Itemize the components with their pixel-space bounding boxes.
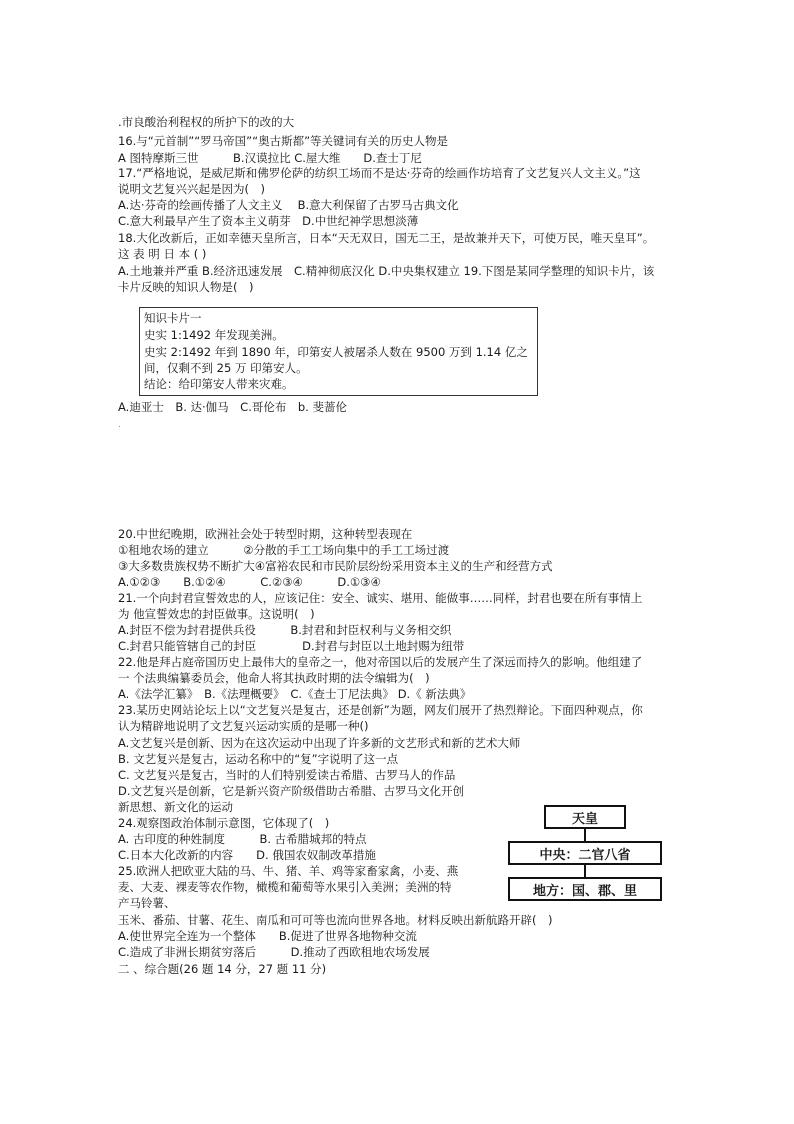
question-17-options-ab: A.达·芬奇的绘画传播了人文主义 B.意大利保留了古罗马古典文化 bbox=[118, 198, 459, 212]
question-24-options-cd: C.日本大化改新的内容 D. 俄国农奴制改革措施 bbox=[118, 848, 376, 862]
question-16: 16.与“元首制”“罗马帝国”“奥古斯都”等关键词有关的历史人物是 bbox=[118, 134, 449, 148]
question-25-options-cd: C.造成了非洲长期贫穷落后 D.推动了西欧租地农场发展 bbox=[118, 945, 430, 959]
question-22-cont: 一 个法典编纂委员会，他命人将其执政时期的法令编辑为( ) bbox=[118, 671, 430, 685]
question-19-options: A.迪亚士 B. 达·伽马 C.哥伦布 b. 斐蔷伦 bbox=[118, 400, 347, 414]
question-17: 17.“严格地说，是威尼斯和佛罗伦萨的纺织工场而不是达·芬奇的绘画作坊培育了文艺复兴人文主义。”这 bbox=[118, 166, 641, 180]
diagram-box-local: 地方：国、郡、里 bbox=[508, 877, 662, 901]
question-24-options-ab: A. 古印度的种姓制度 B. 古希腊城邦的特点 bbox=[118, 832, 367, 846]
question-24: 24.观察图政治体制示意图，它体现了( ) bbox=[118, 816, 330, 830]
question-25: 25.欧洲人把欧亚大陆的马、牛、猪、羊、鸡等家畜家禽，小麦、燕 bbox=[118, 864, 459, 878]
question-23: 23.某历史网站论坛上以“文艺复兴是复古，还是创新”为题，网友们展开了热烈辩论。下面四种观点，你 bbox=[118, 703, 643, 717]
card-title: 知识卡片一 bbox=[144, 311, 202, 325]
question-20-items-12: ①租地农场的建立 ②分散的手工工场向集中的手工工场过渡 bbox=[118, 543, 450, 557]
question-23-option-d: D.文艺复兴是创新，它是新兴资产阶级借助古希腊、古罗马文化开创 bbox=[118, 784, 465, 798]
question-20-items-34: ③大多数贵族权势不断扩大④富裕农民和市民阶层纷纷采用资本主义的生产和经营方式 bbox=[118, 559, 553, 573]
text-line: .市良酸治利程权的所护下的改的大 bbox=[118, 115, 295, 129]
question-22-options: A.《法学汇纂》 B.《法理概要》 C.《查士丁尼法典》 D.《 新法典》 bbox=[118, 687, 472, 701]
question-16-options: A 图特摩斯三世 B.汉谟拉比 C.屋大维 D.查士丁尼 bbox=[118, 151, 422, 165]
question-17-cont: 说明文艺复兴兴起是因为( ) bbox=[118, 182, 265, 196]
question-23-cont: 认为精辟地说明了文艺复兴运动实质的是哪一种() bbox=[118, 719, 369, 733]
question-25-cont-1: 麦、大麦、裸麦等农作物，橄榄和葡萄等水果引入美洲；美洲的特 bbox=[118, 880, 452, 894]
question-21-cont: 为 他宣誓效忠的封臣做事。这说明( ) bbox=[118, 607, 315, 621]
question-23-option-c: C. 文艺复兴是复古，当时的人们特别爱读古希腊、古罗马人的作品 bbox=[118, 768, 456, 782]
diagram-box-central: 中央：二官八省 bbox=[508, 841, 662, 865]
question-23-option-d-cont: 新思想、新文化的运动 bbox=[118, 800, 233, 814]
question-19-cont: 卡片反映的知识人物是( ) bbox=[118, 280, 254, 294]
question-25-cont-3: 玉米、番茄、甘薯、花生、南瓜和可可等也流向世界各地。材料反映出新航路开辟( ) bbox=[118, 913, 553, 927]
question-18-options: A.土地兼并严重 B.经济迅速发展 C.精神彻底汉化 D.中央集权建立 19.下图是某同学整理的知识卡片，该 bbox=[118, 264, 655, 278]
question-20-options: A.①②③ B.①②④ C.②③④ D.①③④ bbox=[118, 575, 381, 589]
question-17-options-cd: C.意大利最早产生了资本主义萌芽 D.中世纪神学思想淡薄 bbox=[118, 214, 419, 228]
knowledge-card bbox=[139, 307, 538, 396]
question-21: 21.一个向封君宣誓效忠的人，应该记住：安全、诚实、堪用、能做事……同样，封君也要在所有事情上 bbox=[118, 591, 643, 605]
question-25-cont-2: 产马铃薯、 bbox=[118, 896, 176, 910]
question-23-option-b: B. 文艺复兴是复古，运动名称中的“复”字说明了这一点 bbox=[118, 752, 399, 766]
question-21-options-ab: A.封臣不偿为封君提供兵役 B.封君和封臣权利与义务相交织 bbox=[118, 623, 452, 637]
question-18-cont: 这 表 明 日 本 ( ) bbox=[118, 247, 207, 261]
card-conclusion: 结论：给印第安人带来灾难。 bbox=[144, 377, 294, 391]
card-fact-2: 史实 2:1492 年到 1890 年，印第安人被屠杀人数在 9500 万到 1.14 亿之 bbox=[144, 345, 528, 359]
question-18: 18.大化改新后，正如幸德天皇所言，日本“天无双日，国无二王，是故兼并天下，可使万民，唯天皇耳”。 bbox=[118, 231, 655, 245]
diagram-box-emperor: 天皇 bbox=[544, 805, 626, 829]
question-21-options-cd: C.封君只能管辖自己的封臣 D.封君与封臣以土地封赐为纽带 bbox=[118, 639, 465, 653]
question-20: 20.中世纪晚期，欧洲社会处于转型时期，这种转型表现在 bbox=[118, 527, 413, 541]
question-23-option-a: A.文艺复兴是创新、因为在这次运动中出现了许多新的文艺形式和新的艺术大师 bbox=[118, 736, 521, 750]
question-22: 22.他是拜占庭帝国历史上最伟大的皇帝之一，他对帝国以后的发展产生了深远而持久的影响。他组建了 bbox=[118, 655, 643, 669]
card-fact-1: 史实 1:1492 年发现美洲。 bbox=[144, 328, 284, 342]
question-25-options-ab: A.使世界完全连为一个整体 B.促进了世界各地物种交流 bbox=[118, 929, 417, 943]
stray-mark: . bbox=[118, 420, 121, 430]
section-heading: 二 、综合题(26 题 14 分，27 题 11 分) bbox=[118, 962, 327, 976]
political-system-diagram bbox=[494, 803, 676, 903]
card-fact-2-cont: 间，仅剩不到 25 万 印第安人。 bbox=[144, 361, 308, 375]
